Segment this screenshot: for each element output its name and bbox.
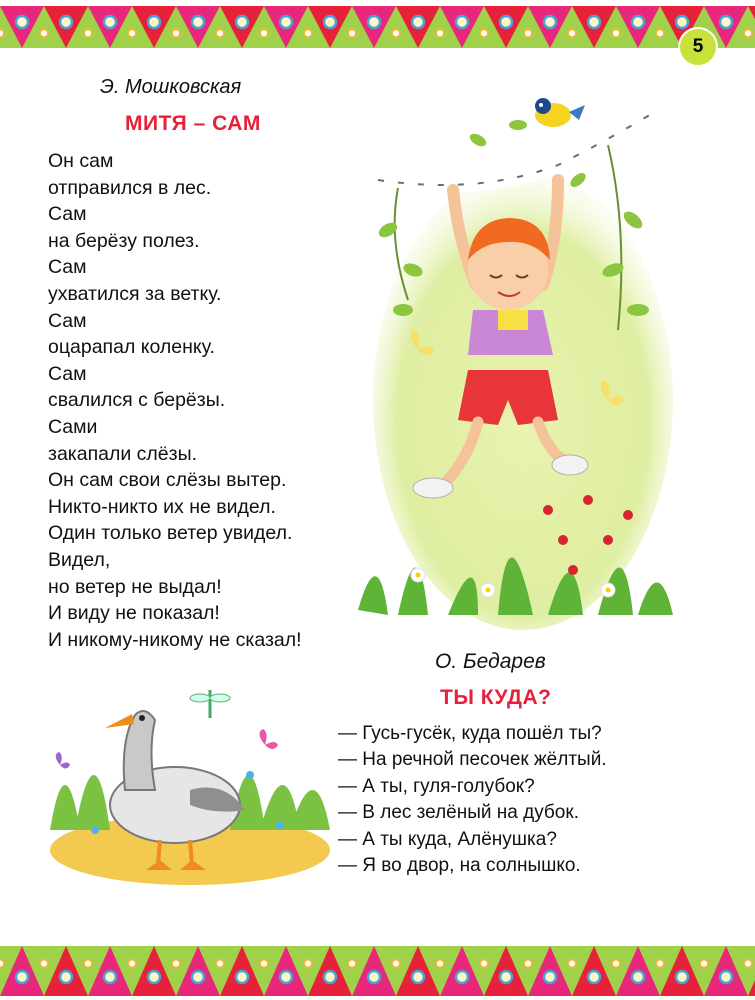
ornament-dot — [500, 971, 512, 983]
ornament-dot — [148, 16, 160, 28]
ornament-dot — [524, 29, 532, 37]
ornament-dot — [456, 971, 468, 983]
ornament-dot — [324, 16, 336, 28]
ornament-dot — [172, 29, 180, 37]
ornament-dot — [128, 960, 136, 968]
poem2-title: ТЫ КУДА? — [440, 686, 552, 709]
ornament-dot — [676, 971, 688, 983]
ornament-dot — [524, 960, 532, 968]
ornament-dot — [588, 971, 600, 983]
poem-line: Никто-никто их не видел. — [48, 495, 276, 518]
poem1-text — [48, 148, 368, 653]
ornament-dot — [392, 29, 400, 37]
ornament-dot — [480, 960, 488, 968]
ornament-dot — [480, 29, 488, 37]
poem-line: — В лес зелёный на дубок. — [338, 802, 579, 824]
ornament-dot — [656, 29, 664, 37]
ornament-dot — [436, 960, 444, 968]
poem2-text — [338, 721, 668, 879]
top-ornament-border — [0, 6, 755, 48]
ornament-dot — [192, 971, 204, 983]
ornament-dot — [348, 29, 356, 37]
poem-line: на берёзу полез. — [48, 229, 200, 252]
ornament-dot — [236, 16, 248, 28]
ornament-dot — [720, 16, 732, 28]
ornament-dot — [632, 971, 644, 983]
poem-line: свалился с берёзы. — [48, 389, 226, 412]
ornament-dot — [84, 29, 92, 37]
ornament-dot — [348, 960, 356, 968]
poem-line: — Я во двор, на солнышко. — [338, 855, 581, 877]
ornament-dot — [612, 29, 620, 37]
ornament-dot — [236, 971, 248, 983]
poem-line: Видел, — [48, 548, 111, 571]
ornament-dot — [0, 29, 4, 37]
ornament-dot — [588, 16, 600, 28]
poem-line: Один только ветер увидел. — [48, 522, 293, 545]
bottom-ornament-border — [0, 946, 755, 996]
ornament-dot — [568, 29, 576, 37]
ornament-dot — [412, 16, 424, 28]
ornament-dot — [436, 29, 444, 37]
poem1-author: Э. Мошковская — [100, 76, 242, 98]
ornament-dot — [84, 960, 92, 968]
ornament-dot — [676, 16, 688, 28]
ornament-dot — [40, 29, 48, 37]
ornament-dot — [60, 971, 72, 983]
ornament-dot — [632, 16, 644, 28]
ornament-dot — [568, 960, 576, 968]
ornament-dot — [104, 971, 116, 983]
poem1-title: МИТЯ – САМ — [125, 112, 261, 135]
poem-line: И никому-никому не сказал! — [48, 628, 302, 651]
ornament-dot — [544, 16, 556, 28]
poem-line: — На речной песочек жёлтый. — [338, 749, 607, 771]
ornament-dot — [656, 960, 664, 968]
ornament-dot — [744, 29, 752, 37]
ornament-dot — [500, 16, 512, 28]
ornament-dot — [304, 29, 312, 37]
poem-line: Сам — [48, 256, 87, 279]
ornament-dot — [700, 960, 708, 968]
ornament-dot — [40, 960, 48, 968]
boy-on-branch-illustration — [358, 70, 678, 630]
ornament-dot — [216, 960, 224, 968]
ornament-dot — [128, 29, 136, 37]
poem-line: Сам — [48, 203, 87, 226]
ornament-dot — [744, 960, 752, 968]
poem-line: оцарапал коленку. — [48, 336, 215, 359]
ornament-dot — [0, 960, 4, 968]
ornament-dot — [544, 971, 556, 983]
ornament-dot — [456, 16, 468, 28]
poem-line: ухватился за ветку. — [48, 282, 222, 305]
ornament-dot — [260, 960, 268, 968]
ornament-dot — [148, 971, 160, 983]
poem2-author: О. Бедарев — [435, 650, 546, 673]
ornament-dot — [612, 960, 620, 968]
poem-line: — Гусь-гусёк, куда пошёл ты? — [338, 723, 602, 744]
ornament-dot — [412, 971, 424, 983]
goose-illustration — [50, 680, 335, 885]
ornament-dot — [16, 16, 28, 28]
poem-line: — А ты куда, Алёнушка? — [338, 828, 557, 850]
page-number-badge: 5 — [678, 27, 718, 67]
ornament-dot — [720, 971, 732, 983]
ornament-dot — [216, 29, 224, 37]
poem-line: — А ты, гуля-голубок? — [338, 775, 535, 797]
poem-line: Сами — [48, 415, 98, 438]
ornament-dot — [368, 16, 380, 28]
ornament-dot — [60, 16, 72, 28]
ornament-dot — [172, 960, 180, 968]
ornament-dot — [192, 16, 204, 28]
poem-line: закапали слёзы. — [48, 442, 198, 465]
ornament-dot — [280, 971, 292, 983]
poem-line: отправился в лес. — [48, 176, 212, 199]
ornament-dot — [368, 971, 380, 983]
ornament-dot — [304, 960, 312, 968]
ornament-dot — [104, 16, 116, 28]
poem-line: Он сам — [48, 150, 114, 172]
poem-line: но ветер не выдал! — [48, 575, 222, 598]
poem-line: Он сам свои слёзы вытер. — [48, 469, 287, 492]
poem-line: Сам — [48, 309, 87, 332]
poem-line: Сам — [48, 362, 87, 385]
poem-line: И виду не показал! — [48, 602, 220, 625]
ornament-dot — [16, 971, 28, 983]
ornament-dot — [280, 16, 292, 28]
ornament-dot — [392, 960, 400, 968]
ornament-dot — [260, 29, 268, 37]
ornament-dot — [324, 971, 336, 983]
